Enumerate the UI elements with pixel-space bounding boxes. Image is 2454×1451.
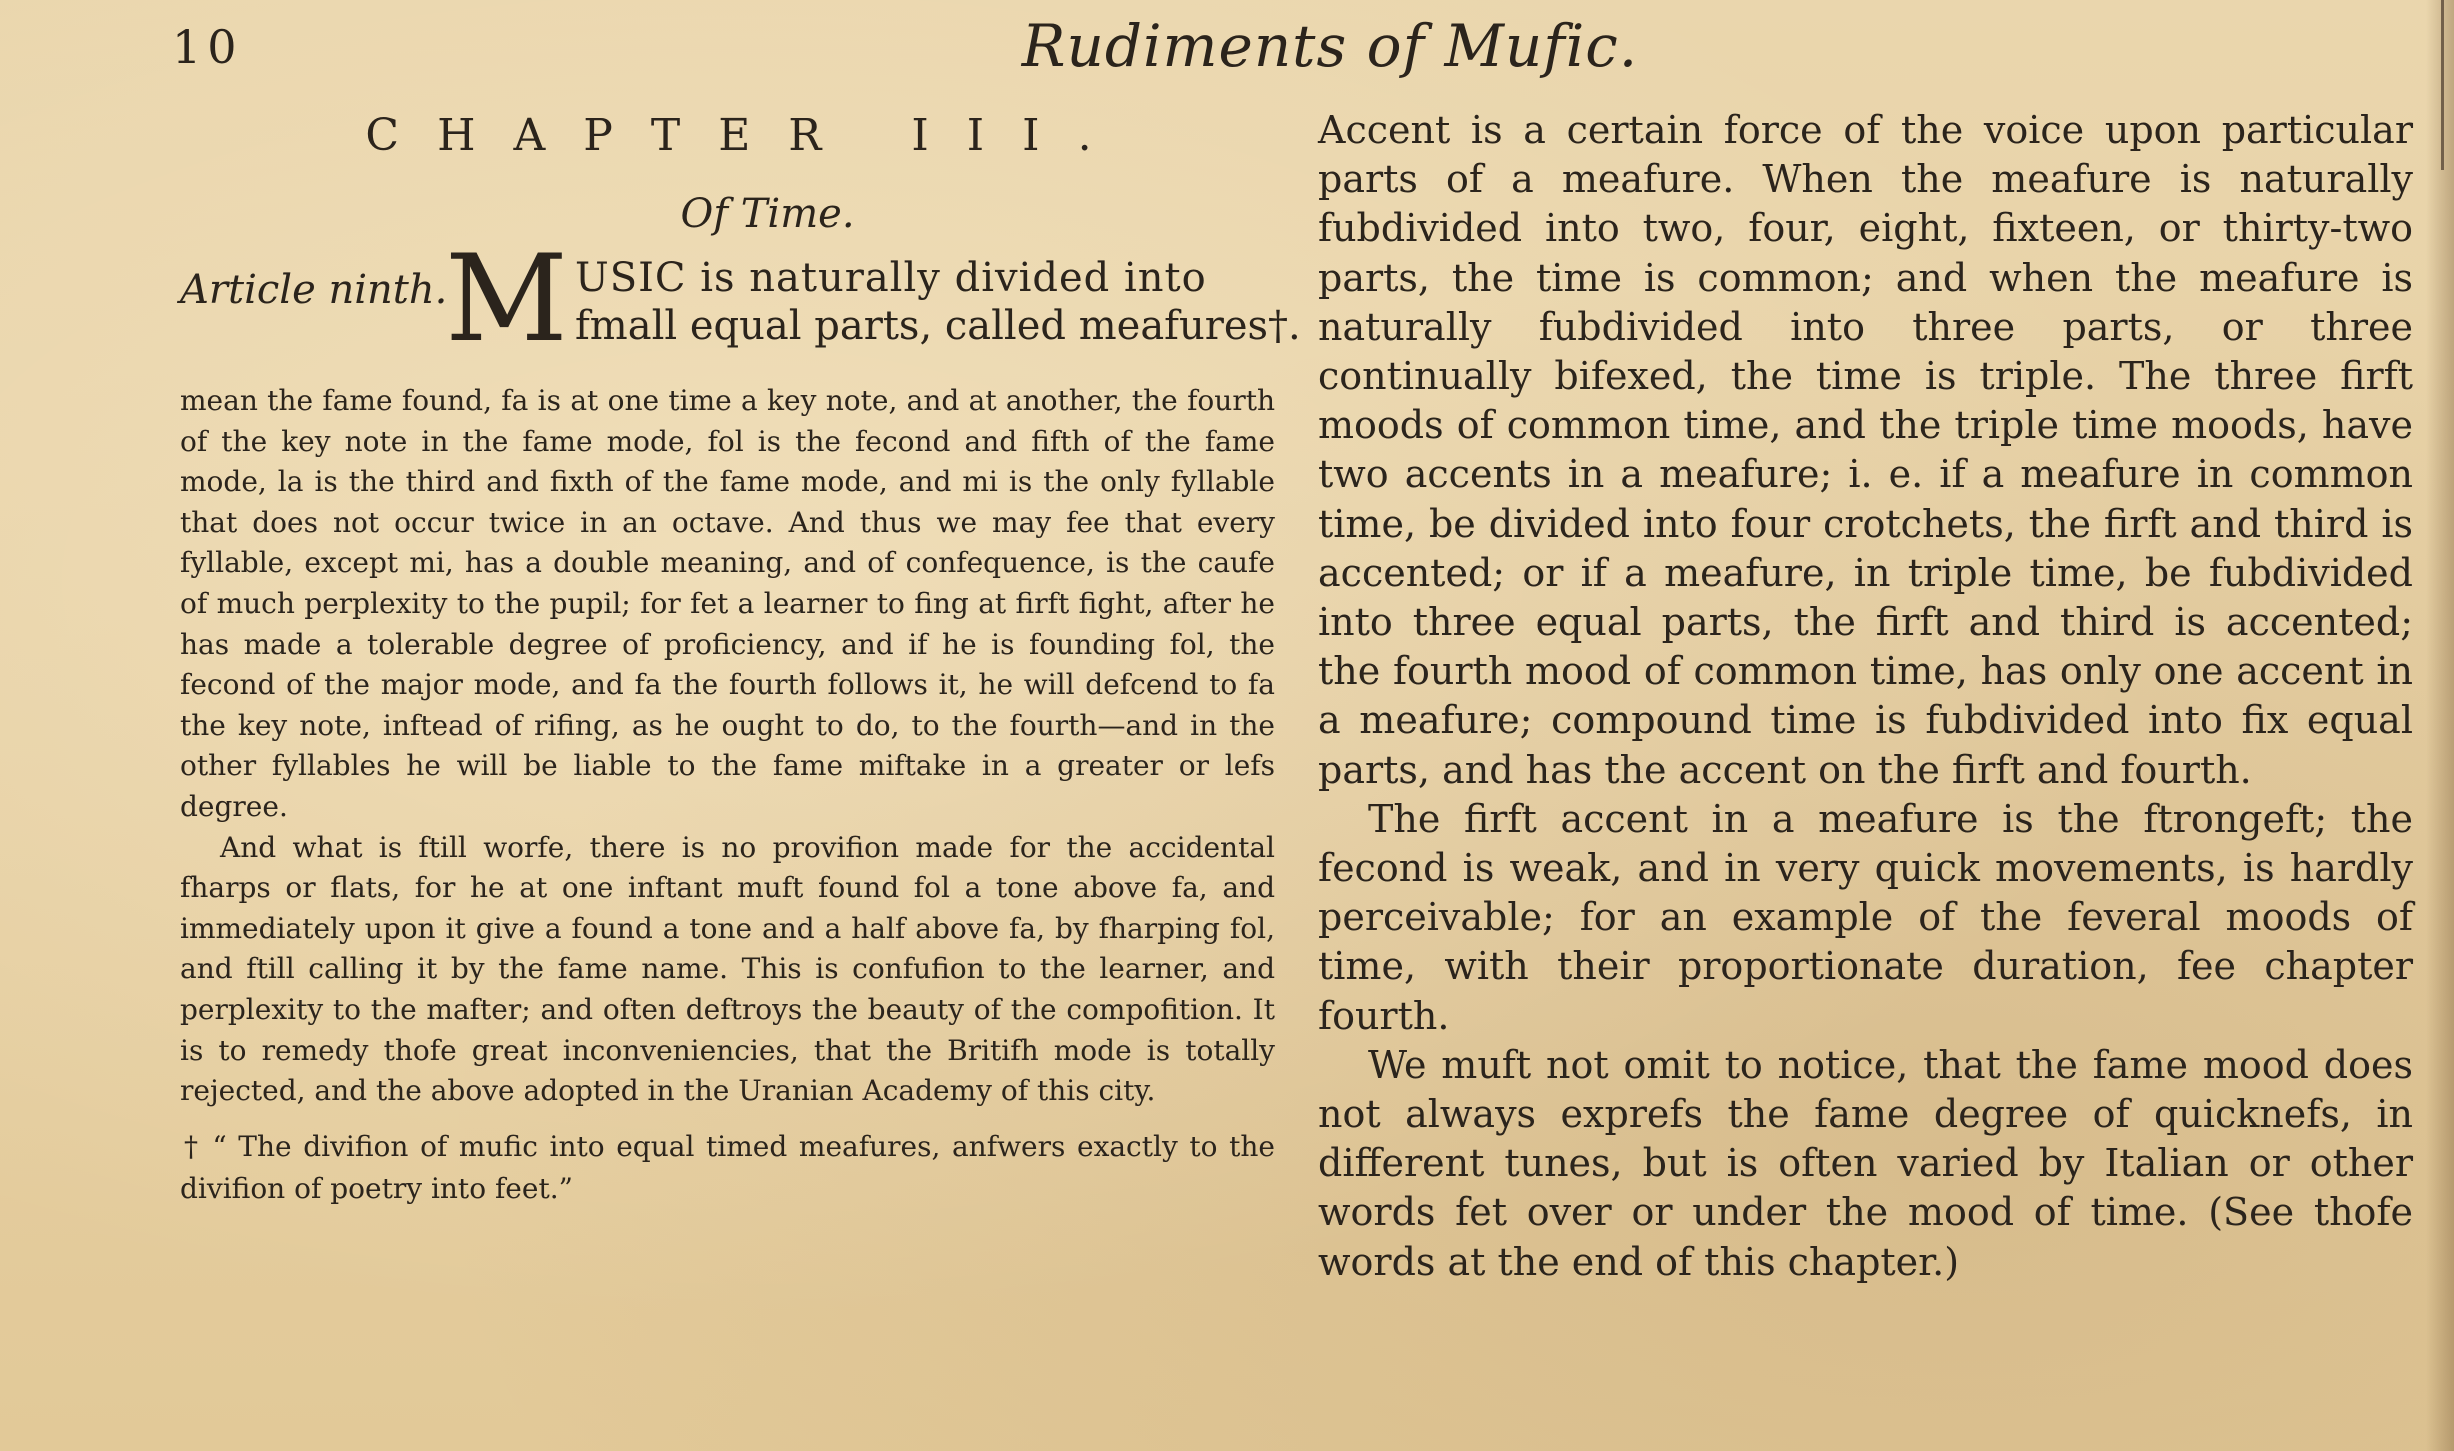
- opening-line-2: fmall equal parts, called meafures†.: [575, 303, 1301, 349]
- right-paragraph-3: We muft not omit to notice, that the fame mood does not always exprefs the fame degree of quicknefs, in different tunes, but is often varied by Italian or other words fet over or under the mood of time. (See thofe words at the end of this chapter.): [1318, 1042, 2413, 1284]
- right-paragraph-1: Accent is a certain force of the voice upon particular parts of a meafure. When the meafure is naturally fubdivided into two, four, eight, fixteen, or thirty-two parts, the time is common; and when the meafure is naturally fubdivided into three parts, or three continually bifexed, the time is triple. The three firft moods of common time, and the triple time moods, have two accents in a meafure; i. e. if a meafure in common time, be divided into four crotchets, the firft and third is accented; or if a meafure, in triple time, be fubdivided into three equal parts, the firft and third is accented; the fourth mood of common time, has only one accent in a meafure; compound time is fubdivided into fix equal parts, and has the accent on the firft and fourth.: [1318, 108, 2413, 792]
- left-body-text: [180, 381, 1275, 1112]
- left-paragraph-2: And what is ftill worfe, there is no provifion made for the accidental fharps or flats, for he at one inftant muft found fol a tone above fa, and immediately upon it give a found a tone and a half above fa, by fharping fol, and ftill calling it by the fame name. This is confufion to the learner, and perplexity to the mafter; and often deftroys the beauty of the compofition. It is to remedy thofe great inconveniencies, that the Britifh mode is totally rejected, and the above adopted in the Uranian Academy of this city.: [180, 830, 1275, 1108]
- opening-line-1: USIC is naturally divided into: [575, 255, 1207, 301]
- chapter-subtitle: Of Time.: [680, 191, 855, 237]
- page-number: 10: [172, 20, 243, 74]
- drop-cap: M: [445, 230, 568, 369]
- page-edge-shadow: [2426, 0, 2454, 1451]
- opening-block: [180, 230, 1301, 369]
- right-column: [1318, 106, 2413, 1287]
- running-head: Rudiments of Mufic.: [1021, 12, 1639, 80]
- page-edge-line: [2441, 0, 2444, 170]
- chapter-title: CHAPTER III.: [365, 110, 1130, 161]
- footnote: † “ The divifion of mufic into equal timed meafures, anfwers exactly to the divifion of poetry into feet.”: [180, 1129, 1275, 1205]
- right-paragraph-2: The firft accent in a meafure is the ftrongeft; the fecond is weak, and in very quick movements, is hardly perceivable; for an example of the feveral moods of time, with their proportionate duration, fee chapter fourth.: [1318, 796, 2413, 1038]
- left-column: [180, 100, 1301, 1210]
- article-label: Article ninth.: [180, 267, 448, 313]
- left-paragraph-1: mean the fame found, fa is at one time a key note, and at another, the fourth of the key note in the fame mode, fol is the fecond and fifth of the fame mode, la is the third and fixth of the fame mode, and mi is the only fyllable that does not occur twice in an octave. And thus we may fee that every fyllable, except mi, has a double meaning, and of confequence, is the caufe of much perplexity to the pupil; for fet a learner to fing at firft fight, after he has made a tolerable degree of proficiency, and if he is founding fol, the fecond of the major mode, and fa the fourth follows it, he will defcend to fa the key note, inftead of rifing, as he ought to do, to the fourth—and in the other fyllables he will be liable to the fame miftake in a greater or lefs degree.: [180, 384, 1275, 823]
